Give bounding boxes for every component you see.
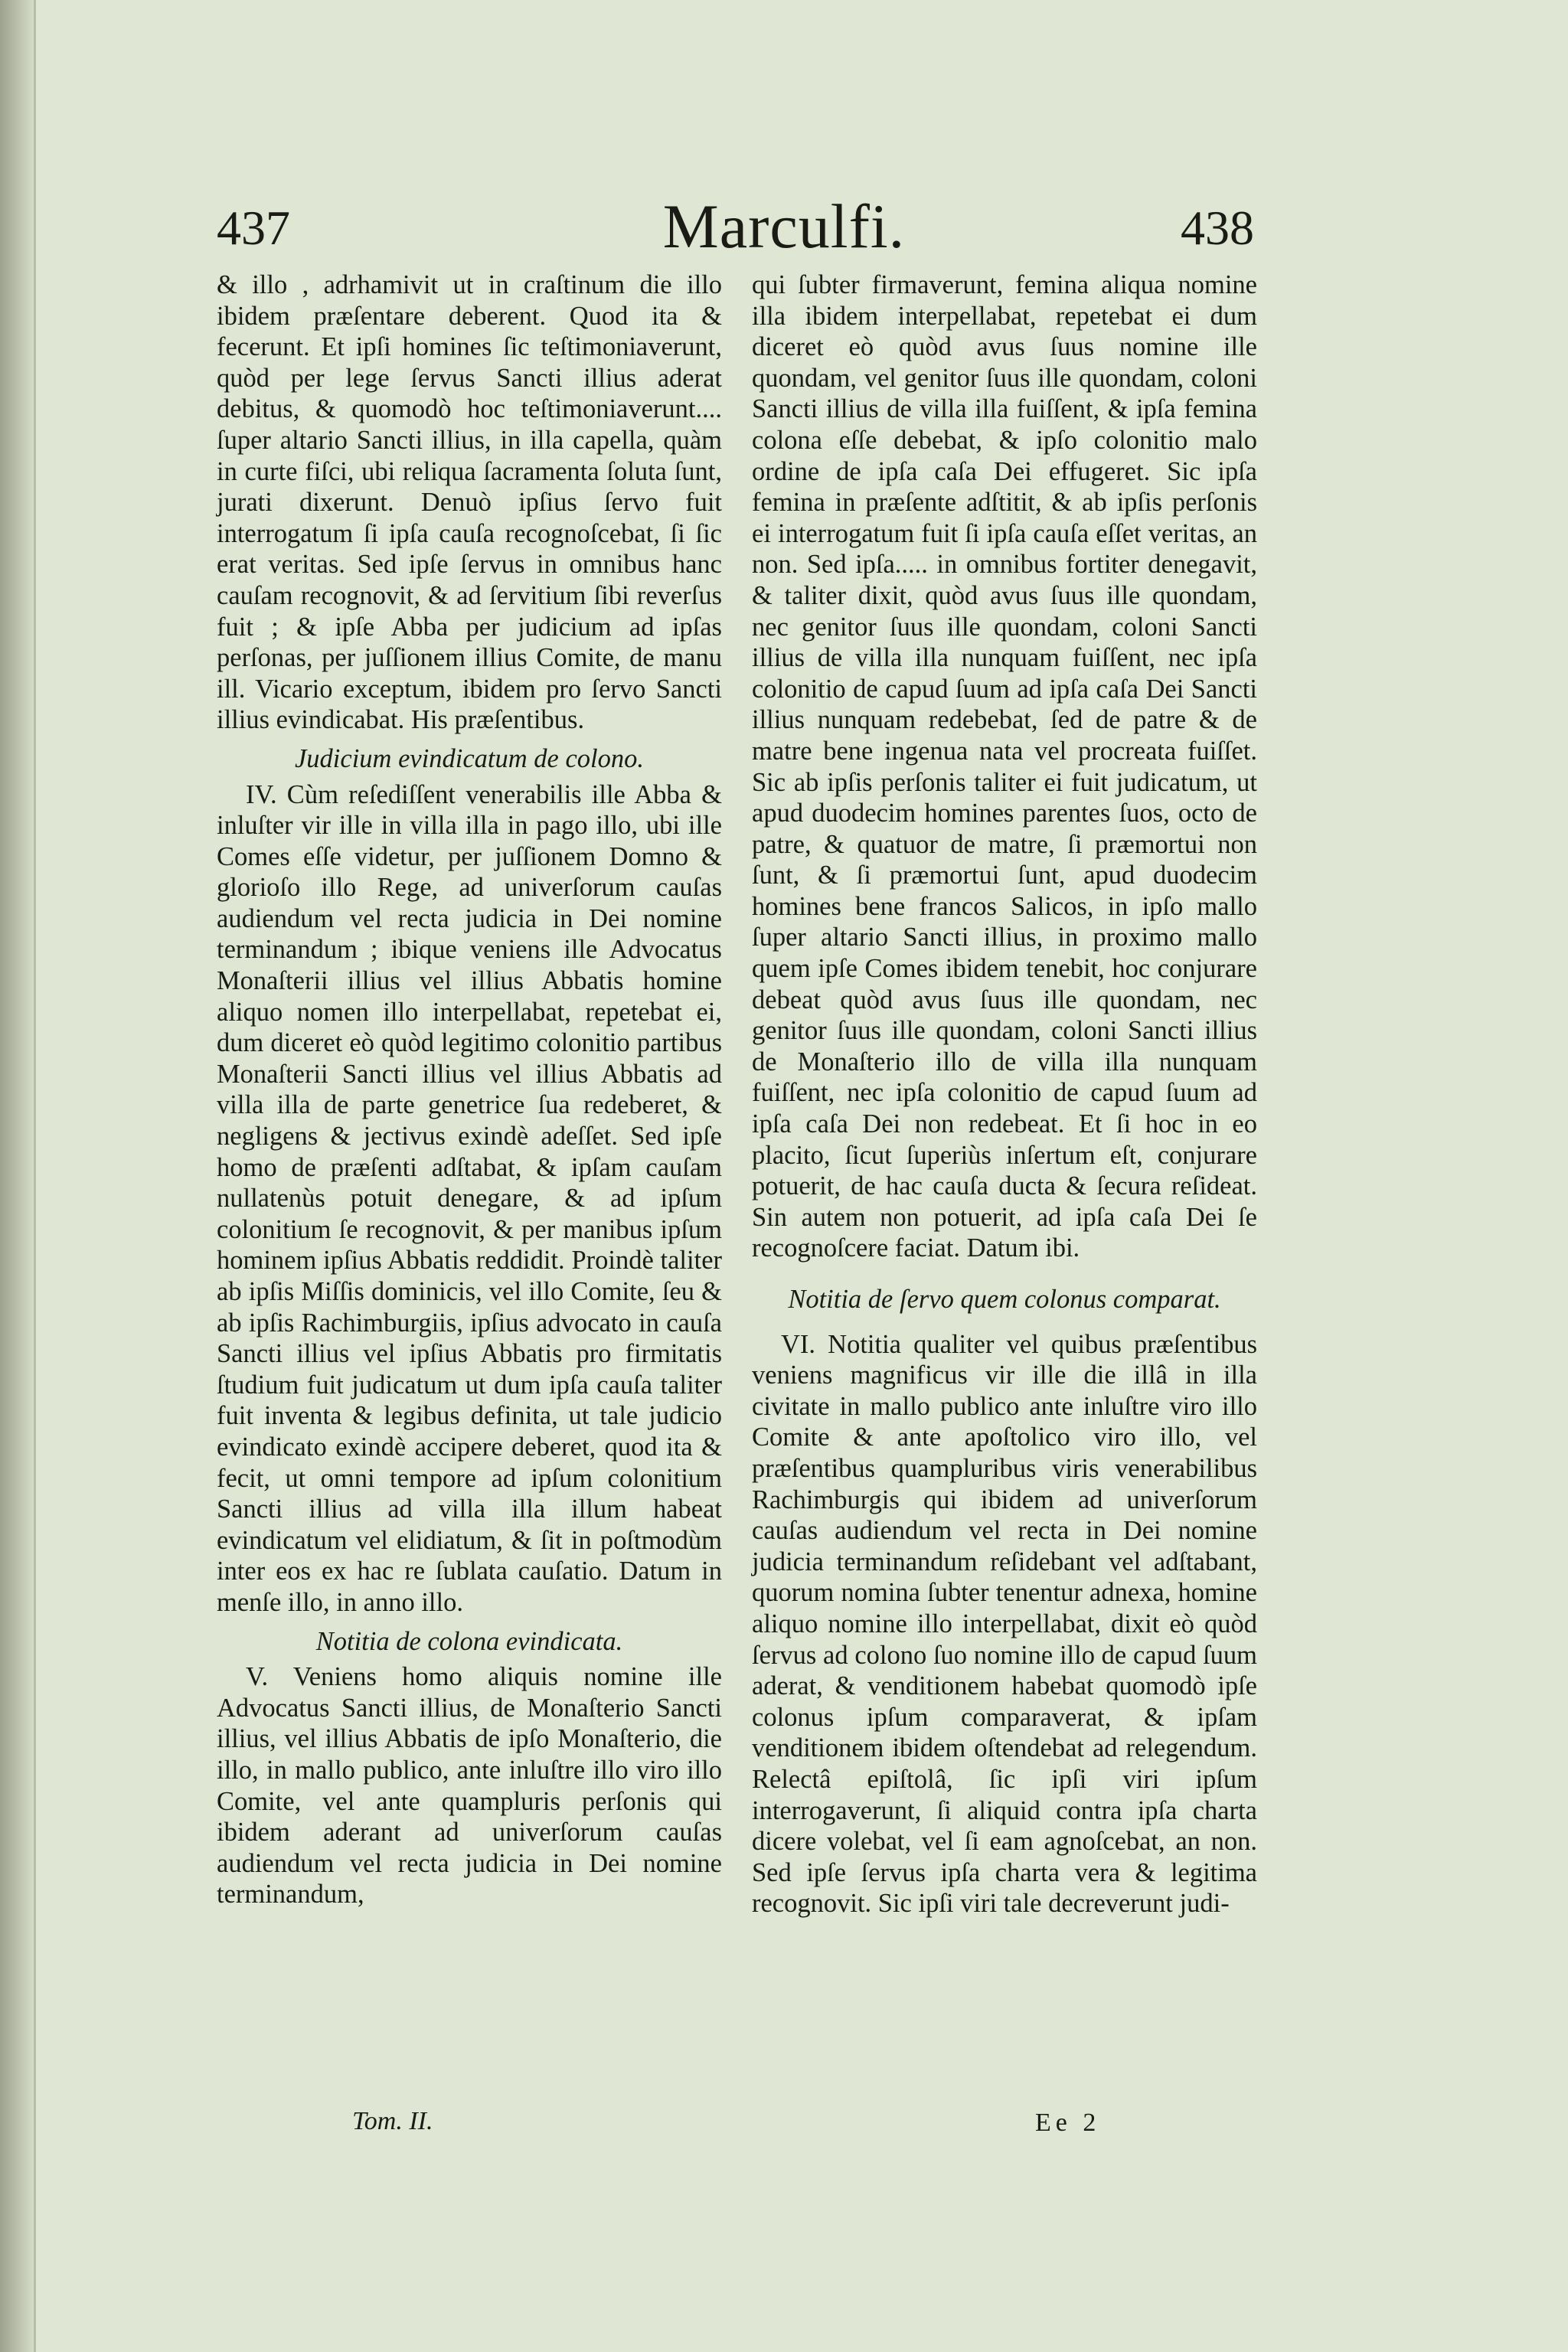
left-column <box>217 270 722 1910</box>
left-paragraph-v: V. Veniens homo aliquis nomine ille Advocatus Sancti illius, de Monaſterio Sancti illius, vel illius Abbatis de ipſo Monaſterio, die illo, in mallo publico, ante inluſtre illo viro illo Comite, vel ante quampluris perſonis qui ibidem aderant ad univerſorum cauſas audiendum vel recta judicia in Dei nomine terminandum, <box>217 1662 722 1909</box>
left-paragraph-iv: IV. Cùm reſediſſent venerabilis ille Abba & inluſter vir ille in villa illa in pago illo, ubi ille Comes eſſe videtur, per juſſionem Domno & glorioſo illo Rege, ad univerſorum cauſas audiendum vel recta judicia in Dei nomine terminandum ; ibique veniens ille Advocatus Monaſterii illius vel illius Abbatis homine aliquo nomen illo interpellabat, repetebat ei, dum diceret eò quòd legitimo colonitio partibus Monaſterii Sancti illius vel illius Abbatis ad villa illa de parte genetrice ſua redeberet, & negligens & jectivus exindè adeſſet. Sed ipſe homo de præſenti adſtabat, & ipſam cauſam nullatenùs potuit denegare, & ad ipſum colonitium ſe recognovit, & per manibus ipſum hominem ipſius Abbatis reddidit. Proindè taliter ab ipſis Miſſis dominicis, vel illo Comite, ſeu & ab ipſis Rachimburgiis, ipſius advocato in cauſa Sancti illius vel ipſius Abbatis pro firmitatis ſtudium fuit judicatum ut dum ipſa cauſa taliter fuit inventa & legibus definita, ut tale judicio evindicato exindè accipere deberet, quod ita & fecit, ut omni tempore ad ipſum colonitium Sancti illius ad villa illa illum habeat evindicatum vel elidiatum, & ſit in poſtmodùm inter eos ex hac re ſublata cauſatio. Datum in menſe illo, in anno illo. <box>217 779 722 1617</box>
section-heading-judicium: Judicium evindicatum de colono. <box>294 743 645 773</box>
right-column <box>752 270 1257 1919</box>
volume-marker: Tom. II. <box>352 2107 433 2135</box>
right-paragraph-1: qui ſubter firmaverunt, femina aliqua nomine illa ibidem interpellabat, repetebat ei dum diceret eò quòd avus ſuus nomine ille quondam, vel genitor ſuus ille quondam, coloni Sancti illius de villa illa fuiſſent, & ipſa femina colona eſſe debebat, & ipſo colonitio malo ordine de ipſa caſa Dei effugeret. Sic ipſa femina in præſente adſtitit, & ab ipſis perſonis ei interrogatum fuit ſi ipſa cauſa eſſet veritas, an non. Sed ipſa..... in omnibus fortiter denegavit, & taliter dixit, quòd avus ſuus ille quondam, nec genitor ſuus ille quondam, coloni Sancti illius de villa illa nunquam fuiſſent, nec ipſa colonitio de capud ſuum ad ipſa caſa Dei Sancti illius nunquam redebebat, ſed de patre & de matre bene ingenua nata vel procreata fuiſſet. Sic ab ipſis perſonis taliter ei fuit judicatum, ut apud duodecim homines parentes ſuos, octo de patre, & quatuor de matre, ſi præmortui non ſunt, & ſi præmortui ſunt, apud duodecim homines bene francos Salicos, in ipſo mallo ſuper altario Sancti illius, in proximo mallo quem ipſe Comes ibidem tenebit, hoc conjurare debeat quòd avus ſuus ille quondam, nec genitor ſuus ille quondam, coloni Sancti illius de Monaſterio illo de villa illa nunquam fuiſſent, nec ipſa colonitio de capud ſuum ad ipſa caſa Dei non redebeat. Et ſi hoc in eo placito, ſicut ſuperiùs inſertum eſt, conjurare potuerit, de hac cauſa ducta & ſecura reſideat. Sin autem non potuerit, ad ipſa caſa Dei ſe recognoſcere faciat. Datum ibi. <box>752 270 1257 1263</box>
page-title: Marculfi. <box>662 191 906 261</box>
page-gutter-edge <box>34 0 36 2352</box>
left-paragraph-1: & illo , adrhamivit ut in craſtinum die illo ibidem præſentare deberent. Quod ita & fecerunt. Et ipſi homines ſic teſtimoniaverunt, quòd per lege ſervus Sancti illius aderat debitus, & quomodò hoc teſtimoniaverunt.... ſuper altario Sancti illius, in illa capella, quàm in curte fiſci, ubi reliqua ſacramenta ſoluta ſunt, jurati dixerunt. Denuò ipſius ſervo fuit interrogatum ſi ipſa cauſa recognoſcebat, ſi ſic erat veritas. Sed ipſe ſervus in omnibus hanc cauſam recognovit, & ad ſervitium ſibi reverſus fuit ; & ipſe Abba per judicium ad ipſas perſonas, per juſſionem illius Comite, de manu ill. Vicario exceptum, ibidem pro ſervo Sancti illius evindicabat. His præſentibus. <box>217 270 722 735</box>
right-page-number: 438 <box>1181 201 1254 255</box>
section-heading-notitia-colona: Notitia de colona evindicata. <box>315 1626 623 1656</box>
section-heading-notitia-servo: Notitia de ſervo quem colonus comparat. <box>788 1285 1221 1314</box>
book-binding-shadow <box>0 0 34 2352</box>
right-paragraph-vi: VI. Notitia qualiter vel quibus præſentibus veniens magnificus vir ille die illâ in illa civitate in mallo publico ante inluſtre viro illo Comite & ante apoſtolico viro illo, vel præſentibus quampluribus viris venerabilibus Rachimburgis qui ibidem ad univerſorum cauſas audiendum vel recta in Dei nomine judicia terminandum reſidebant vel adſtabant, quorum nomina ſubter tenentur adnexa, homine aliquo nomine illo interpellabat, dixit eò quòd ſervus ad colono ſuo nomine illo de capud ſuum aderat, & venditionem habebat quomodò ipſe colonus ipſum comparaverat, & ipſam venditionem ibidem oſtendebat ad relegendum. Relectâ epiſtolâ, ſic ipſi viri ipſum interrogaverunt, ſi aliquid contra ipſa charta dicere volebat, vel ſi eam agnoſcebat, an non. Sed ipſe ſervus ipſa charta vera & legitima recognovit. Sic ipſi viri tale decreverunt judi- <box>752 1329 1257 1919</box>
left-page-number: 437 <box>217 201 290 255</box>
signature-mark: Ee 2 <box>1035 2109 1101 2137</box>
